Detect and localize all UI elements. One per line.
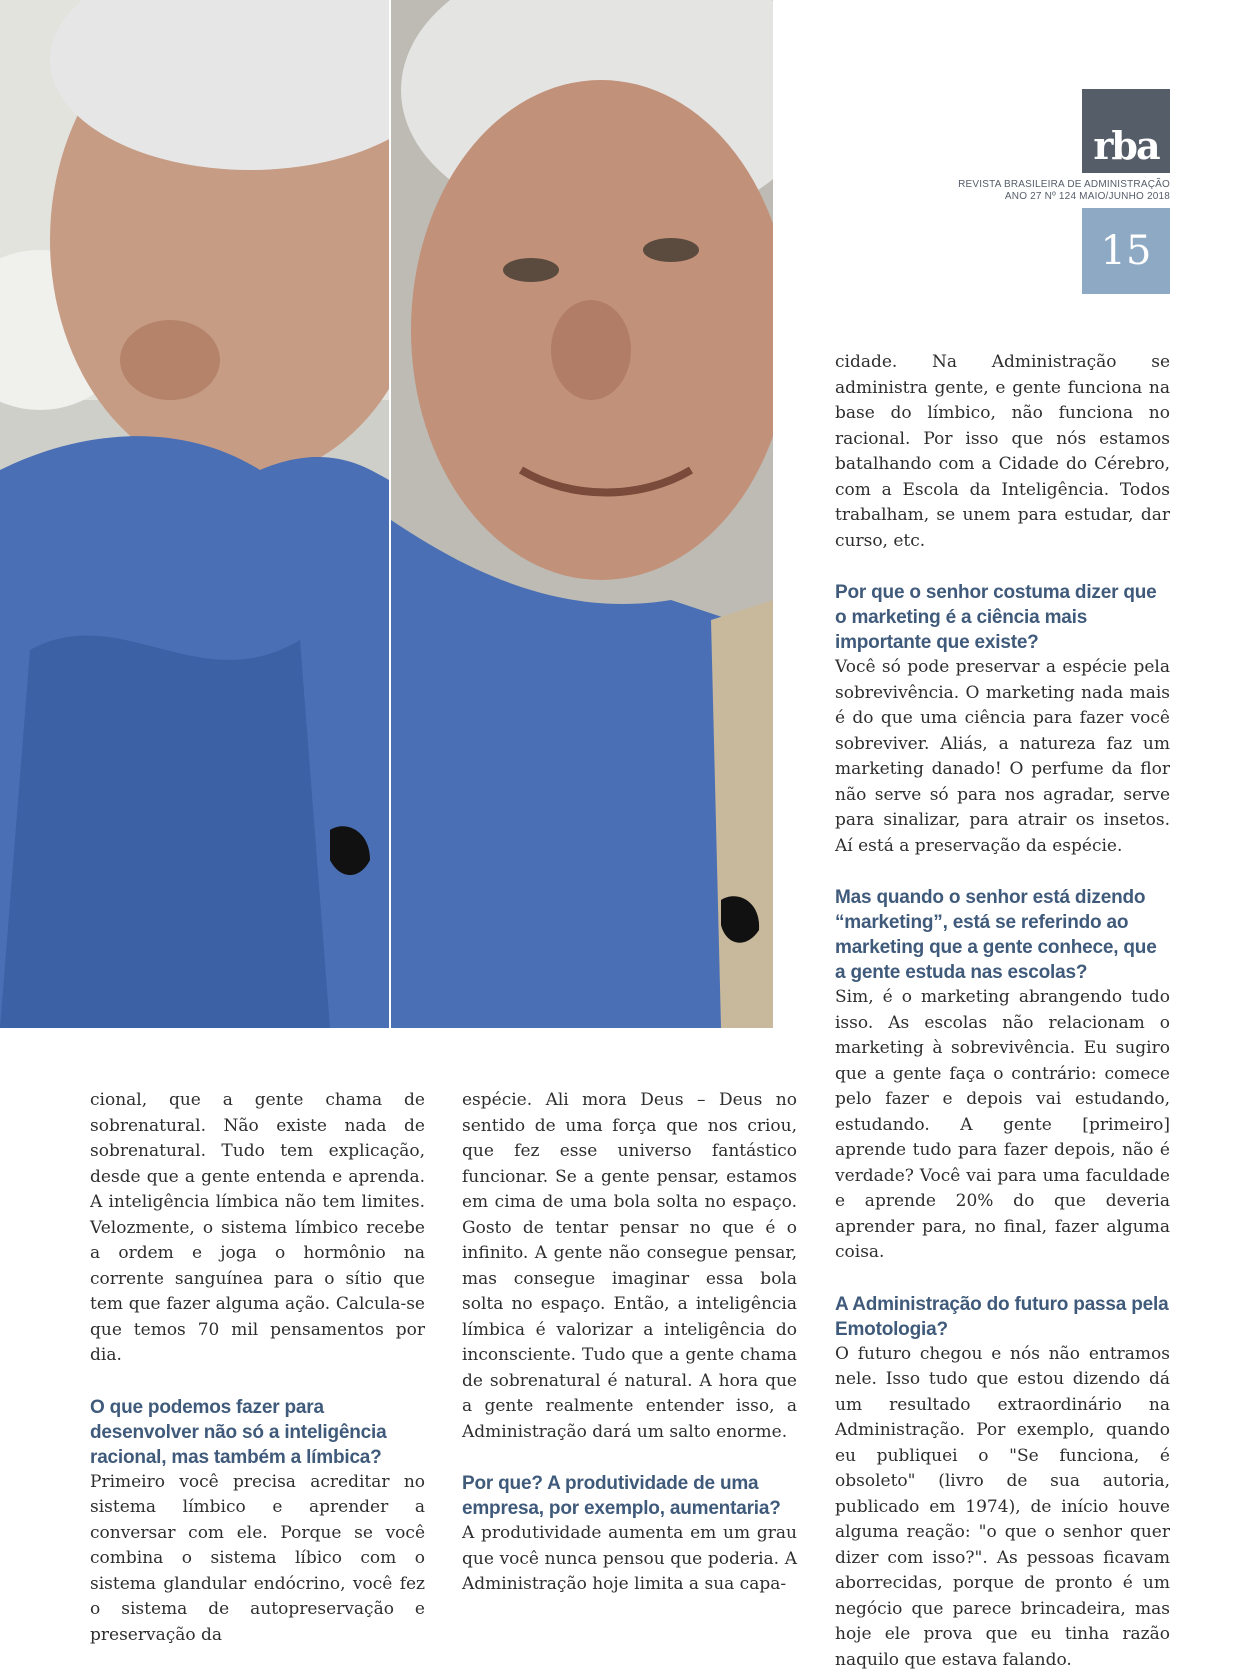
photo-left-illustration	[0, 0, 389, 1028]
question-heading: Mas quando o senhor está dizendo “marketing”, está se referindo ao marketing que a gente conhece, que a gente estuda nas escolas?	[835, 885, 1170, 985]
magazine-logo	[1082, 89, 1170, 173]
answer-paragraph: A produtividade aumenta em um grau que você nunca pensou que poderia. A Administração hoje limita a sua capa-	[462, 1521, 797, 1598]
interview-photo-right	[391, 0, 773, 1028]
text-column-right	[835, 350, 1170, 1673]
magazine-name: REVISTA BRASILEIRA DE ADMINISTRAÇÃO	[958, 179, 1170, 190]
text-column-left	[90, 1088, 425, 1648]
photo-right-illustration	[391, 0, 773, 1028]
page-number-box	[1082, 208, 1170, 294]
paragraph: cional, que a gente chama de sobrenatural. Não existe nada de sobrenatural. Tudo tem explicação, desde que a gente entenda e aprenda. A inteligência límbica não tem limites. Velozmente, o sistema límbico recebe a ordem e joga o hormônio na corrente sanguínea para o sítio que tem que fazer alguma ação. Calcula-se que temos 70 mil pensamentos por dia.	[90, 1088, 425, 1369]
question-heading: O que podemos fazer para desenvolver não só a inteligência racional, mas também a límbica?	[90, 1395, 425, 1470]
answer-paragraph: Primeiro você precisa acreditar no sistema límbico e aprender a conversar com ele. Porque se você combina o sistema líbico com o sistema glandular endócrino, você fez o sistema de autopreservação e preservação da	[90, 1470, 425, 1649]
answer-paragraph: Sim, é o marketing abrangendo tudo isso. As escolas não relacionam o marketing à sobrevivência. Eu sugiro que a gente faça o contrário: comece pelo fazer e depois vai estudando, estudando. A gente [primeiro] aprende tudo para fazer depois, não é verdade? Você vai para uma faculdade e aprende 20% do que deveria aprender para, no final, fazer alguma coisa.	[835, 985, 1170, 1266]
interview-photo-left	[0, 0, 389, 1028]
question-heading: Por que o senhor costuma dizer que o marketing é a ciência mais importante que existe?	[835, 580, 1170, 655]
paragraph: cidade. Na Administração se administra gente, e gente funciona na base do límbico, não funciona no racional. Por isso que nós estamos batalhando com a Cidade do Cérebro, com a Escola da Inteligência. Todos trabalham, se unem para estudar, dar curso, etc.	[835, 350, 1170, 554]
logo-text: rba	[1093, 127, 1158, 173]
question-heading: Por que? A produtividade de uma empresa, por exemplo, aumentaria?	[462, 1471, 797, 1521]
paragraph: espécie. Ali mora Deus – Deus no sentido de uma força que nos criou, que fez esse universo fantástico funcionar. Se a gente pensar, estamos em cima de uma bola solta no espaço. Gosto de tentar pensar no que é o infinito. A gente não consegue pensar, mas consegue imaginar essa bola solta no espaço. Então, a inteligência límbica é valorizar a inteligência do inconsciente. Tudo que a gente chama de sobrenatural é natural. A hora que a gente realmente entender isso, a Administração dará um salto enorme.	[462, 1088, 797, 1445]
issue-info: ANO 27 Nº 124 MAIO/JUNHO 2018	[1005, 191, 1170, 202]
answer-paragraph: O futuro chegou e nós não entramos nele. Isso tudo que estou dizendo dá um resultado extraordinário na Administração. Por exemplo, quando eu publiquei o "Se funciona, é obsoleto" (livro de sua autoria, publicado em 1974), de início houve alguma reação: "o que o senhor quer dizer com isso?". As pessoas ficavam aborrecidas, porque de pronto é um negócio que parece brincadeira, mas hoje ele prova que eu tinha razão naquilo que estava falando.	[835, 1342, 1170, 1673]
text-column-middle	[462, 1088, 797, 1598]
answer-paragraph: Você só pode preservar a espécie pela sobrevivência. O marketing nada mais é do que uma ciência para fazer você sobreviver. Aliás, a natureza faz um marketing danado! O perfume da flor não serve só para nos agradar, serve para sinalizar, para atrair os insetos. Aí está a preservação da espécie.	[835, 655, 1170, 859]
question-heading: A Administração do futuro passa pela Emotologia?	[835, 1292, 1170, 1342]
page-number: 15	[1101, 228, 1152, 274]
